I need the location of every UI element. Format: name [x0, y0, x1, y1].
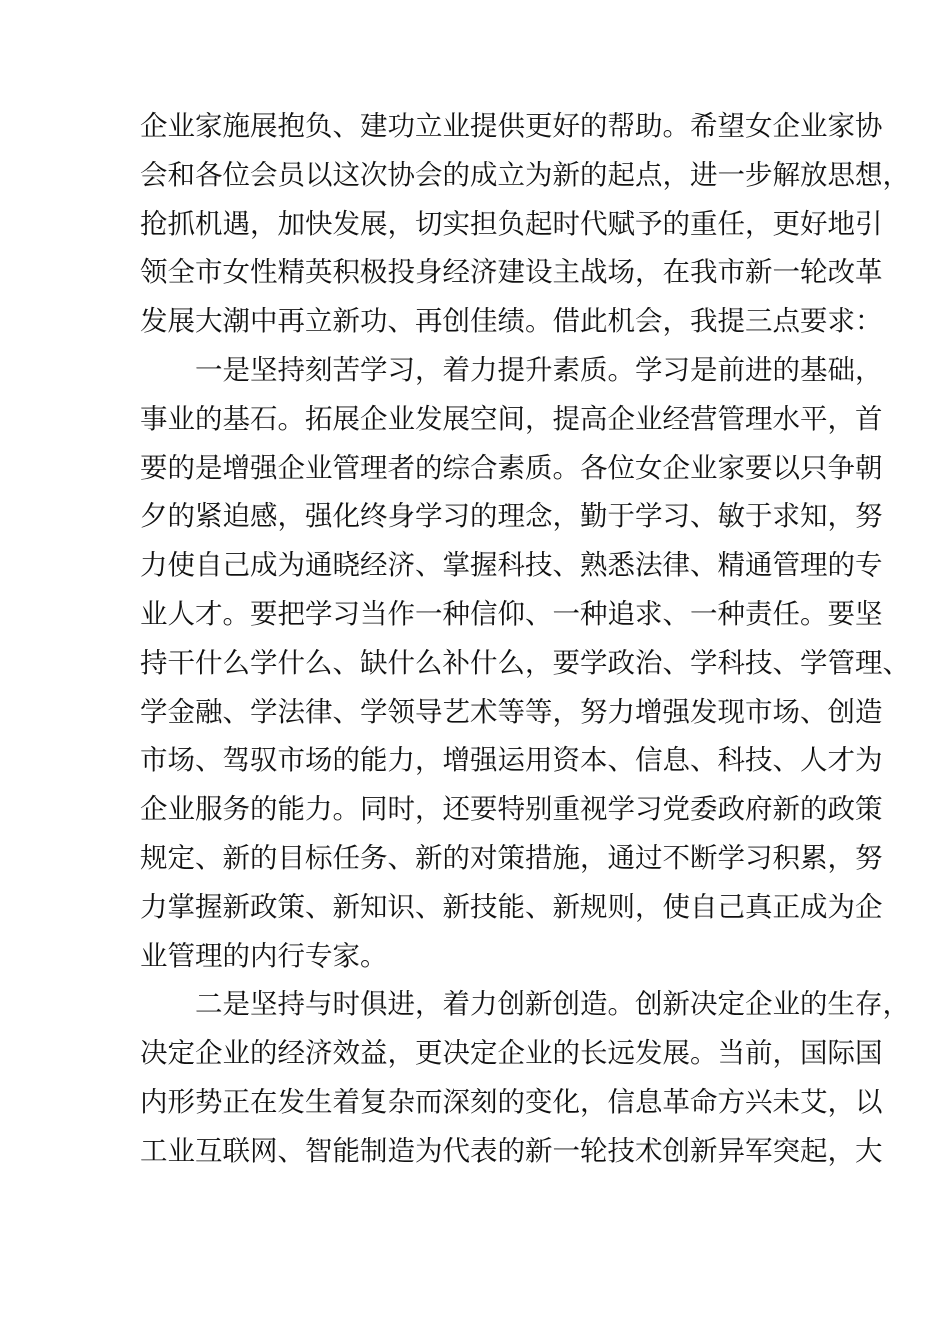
text-line: 领全市女性精英积极投身经济建设主战场，在我市新一轮改革 [140, 256, 883, 289]
text-line: 夕的紧迫感，强化终身学习的理念，勤于学习、敏于求知，努 [140, 500, 883, 533]
text-line: 力使自己成为通晓经济、掌握科技、熟悉法律、精通管理的专 [140, 549, 883, 582]
text-line: 会和各位会员以这次协会的成立为新的起点，进一步解放思想， [140, 158, 910, 191]
text-line: 发展大潮中再立新功、再创佳绩。借此机会，我提三点要求： [140, 305, 883, 338]
text-line: 业管理的内行专家。 [140, 939, 388, 972]
text-line: 决定企业的经济效益，更决定企业的长远发展。当前，国际国 [140, 1037, 883, 1070]
body-text [140, 102, 910, 1176]
paragraph-start-line: 一是坚持刻苦学习，着力提升素质。学习是前进的基础， [195, 353, 883, 386]
text-line: 要的是增强企业管理者的综合素质。各位女企业家要以只争朝 [140, 451, 883, 484]
text-line: 业人才。要把学习当作一种信仰、一种追求、一种责任。要坚 [140, 597, 883, 630]
text-line: 内形势正在发生着复杂而深刻的变化，信息革命方兴未艾，以 [140, 1085, 883, 1118]
text-line: 事业的基石。拓展企业发展空间，提高企业经营管理水平，首 [140, 402, 883, 435]
text-line: 市场、驾驭市场的能力，增强运用资本、信息、科技、人才为 [140, 744, 883, 777]
text-line: 工业互联网、智能制造为代表的新一轮技术创新异军突起，大 [140, 1134, 883, 1167]
text-line: 规定、新的目标任务、新的对策措施，通过不断学习积累，努 [140, 841, 883, 874]
paragraph-start-line: 二是坚持与时俱进，着力创新创造。创新决定企业的生存， [195, 988, 910, 1021]
text-line: 企业家施展抱负、建功立业提供更好的帮助。希望女企业家协 [140, 110, 883, 142]
text-line: 学金融、学法律、学领导艺术等等，努力增强发现市场、创造 [140, 695, 883, 728]
text-line: 力掌握新政策、新知识、新技能、新规则，使自己真正成为企 [140, 890, 883, 923]
text-line: 抢抓机遇，加快发展，切实担负起时代赋予的重任，更好地引 [140, 207, 883, 240]
text-line: 持干什么学什么、缺什么补什么，要学政治、学科技、学管理、 [140, 646, 910, 679]
text-line: 企业服务的能力。同时，还要特别重视学习党委政府新的政策 [140, 793, 883, 826]
